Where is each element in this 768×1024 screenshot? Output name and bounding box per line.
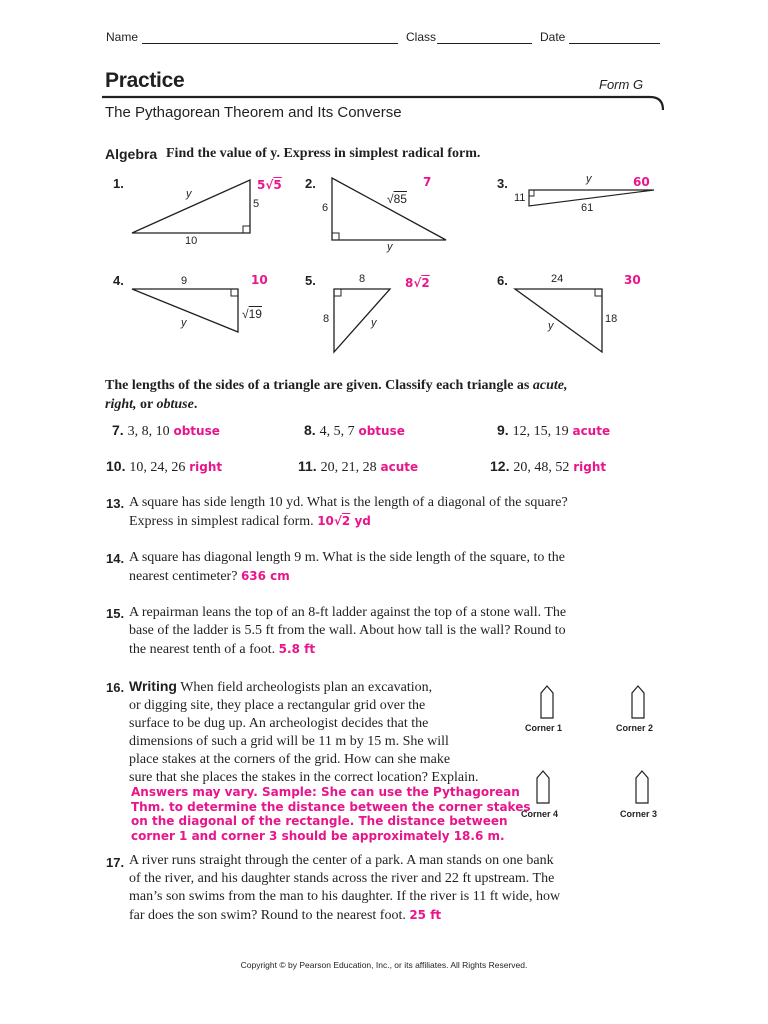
problem-number: 5. (305, 273, 316, 288)
corner-4-label: Corner 4 (521, 809, 559, 819)
problem-number: 6. (497, 273, 508, 288)
triangle-4-label-y: y (181, 317, 187, 329)
problem-16-text: Writing When field archeologists plan an excavation, or digging site, they place a rectangular grid over the surface to be dug up. An archeologist decides that the dimensions of such a grid will be 11 m by 15 m. She will place stakes at the corners of the grid. How can she make sure that she places the stakes in the correct location? Explain. (129, 678, 479, 785)
page-title: Practice (105, 69, 185, 92)
triangle-1-figure (128, 176, 268, 256)
classify-item: 7. 3, 8, 10 obtuse (112, 422, 220, 439)
classify-item: 9. 12, 15, 19 acute (497, 422, 611, 439)
triangle-3-answer: 60 (633, 175, 650, 189)
problem-number: 17. (106, 855, 125, 870)
problem-number: 2. (305, 176, 316, 191)
triangle-5-label-8-top: 8 (359, 273, 366, 285)
triangle-4-answer: 10 (251, 273, 268, 287)
corner-2-label: Corner 2 (616, 723, 654, 733)
page-subtitle: The Pythagorean Theorem and Its Converse (105, 104, 402, 121)
problem-number: 14. (106, 551, 125, 566)
triangle-6-figure (510, 284, 610, 356)
stake-icon (634, 769, 650, 805)
problem-number: 3. (497, 176, 508, 191)
triangle-2-answer: 7 (423, 175, 432, 189)
triangle-3-label-y: y (586, 173, 592, 185)
classify-item: 10. 10, 24, 26 right (106, 458, 223, 475)
stake-icon (535, 769, 551, 805)
classify-item: 8. 4, 5, 7 obtuse (304, 422, 405, 439)
triangle-2-label-root85: √85 (387, 192, 407, 206)
classify-item: 11. 20, 21, 28 acute (298, 458, 419, 475)
triangle-6-label-24: 24 (551, 273, 564, 285)
form-label: Form G (599, 77, 644, 92)
problem-17-text: A river runs straight through the center of a park. A man stands on one bank of the river, and his daughter stands across the river and 22 ft upstream. The man’s son swims from the man to his daughter. If the river is 11 ft wide, how far does the son swim? Round to the nearest foot. 25 ft (129, 853, 561, 923)
date-label: Date (540, 30, 566, 44)
class-line[interactable] (437, 43, 532, 44)
triangle-5-label-8-left: 8 (323, 313, 330, 325)
triangle-5-answer: 8√2 (405, 276, 430, 290)
problem-14-text: A square has diagonal length 9 m. What is the side length of the square, to the nearest centimeter? 636 cm (129, 550, 565, 584)
triangle-2-label-6: 6 (322, 202, 329, 214)
algebra-instruction: Find the value of y. Express in simplest radical form. (166, 146, 481, 161)
classify-item: 12. 20, 48, 52 right (490, 458, 607, 475)
problem-number: 4. (113, 273, 124, 288)
triangle-3-label-61: 61 (581, 202, 594, 214)
triangle-2-figure (322, 174, 452, 246)
problem-number: 16. (106, 680, 125, 695)
date-line[interactable] (569, 43, 660, 44)
corner-1-label: Corner 1 (525, 723, 563, 733)
problem-number: 13. (106, 496, 125, 511)
triangle-5-figure (330, 284, 396, 356)
copyright-footer: Copyright © by Pearson Education, Inc., or its affiliates. All Rights Reserved. (240, 960, 528, 970)
triangle-5-label-y: y (371, 317, 377, 329)
triangle-4-label-root19: √19 (242, 307, 262, 321)
triangle-6-answer: 30 (624, 273, 641, 287)
triangle-2-label-y: y (387, 241, 393, 253)
name-label: Name (106, 30, 139, 44)
stake-icon (539, 684, 555, 720)
triangle-1-label-y: y (186, 188, 192, 200)
classify-instruction: The lengths of the sides of a triangle are given. Classify each triangle as acute, right, or obtuse. (105, 378, 568, 412)
problem-13-text: A square has side length 10 yd. What is the length of a diagonal of the square? Express in simplest radical form. 10√2 yd (129, 495, 568, 529)
problem-number: 15. (106, 606, 125, 621)
triangle-6-label-18: 18 (605, 313, 618, 325)
algebra-label: Algebra (105, 146, 158, 162)
problem-15-text: A repairman leans the top of an 8-ft ladder against the top of a stone wall. The base of the ladder is 5.5 ft from the wall. About how tall is the wall? Round to the nearest tenth of a foot. 5.8 ft (129, 605, 567, 657)
problem-16-answer: Answers may vary. Sample: She can use the Pythagorean Thm. to determine the distance between the corner stakes on the diagonal of the rectangle. The distance between corner 1 and corner 3 should be approximately 18.6 m. (131, 785, 531, 843)
triangle-3-label-11: 11 (514, 192, 526, 204)
stake-icon (630, 684, 646, 720)
triangle-1-answer: 5√5 (257, 178, 282, 192)
corner-3-label: Corner 3 (620, 809, 658, 819)
triangle-1-label-10: 10 (185, 235, 198, 247)
name-line[interactable] (142, 43, 398, 44)
class-label: Class (406, 30, 437, 44)
triangle-1-label-5: 5 (253, 198, 260, 210)
triangle-4-label-9: 9 (181, 275, 188, 287)
problem-number: 1. (113, 176, 124, 191)
triangle-6-label-y: y (548, 320, 554, 332)
